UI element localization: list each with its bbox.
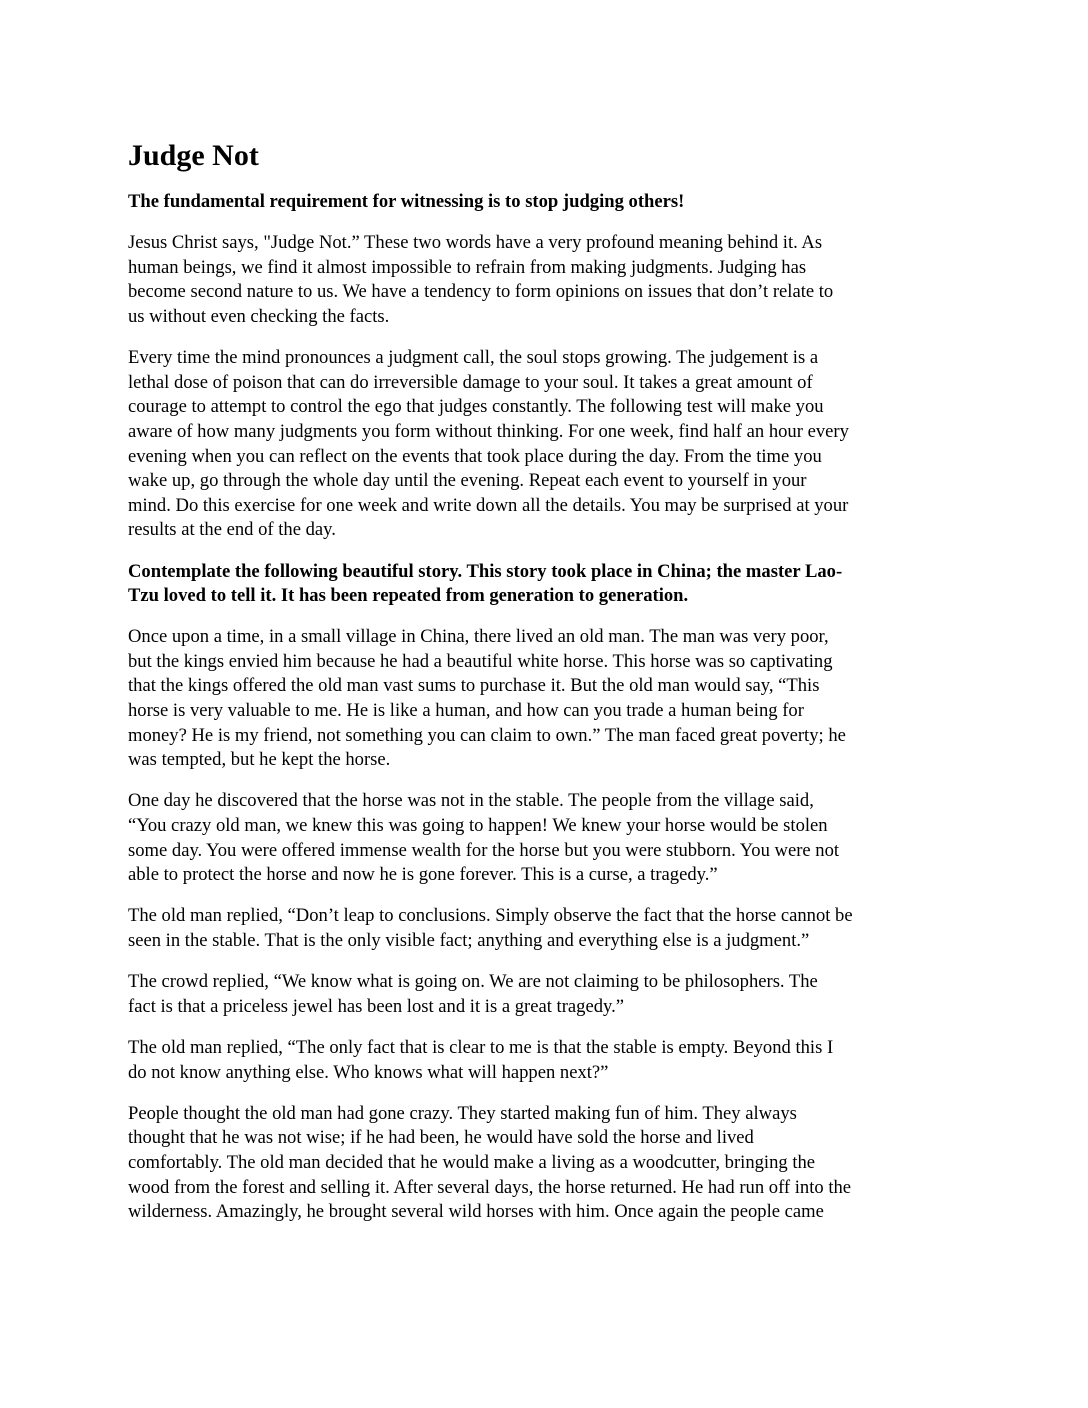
text-line: wilderness. Amazingly, he brought several wild horses with him. Once again the people came <box>128 1201 824 1223</box>
text-line: become second nature to us. We have a tendency to form opinions on issues that don’t relate to <box>128 281 834 303</box>
text-line: fact is that a priceless jewel has been lost and it is a great tragedy.” <box>128 995 624 1017</box>
text-line: horse is very valuable to me. He is like a human, and how can you trade a human being for <box>128 700 804 722</box>
paragraph <box>128 1102 964 1225</box>
text-line: The old man replied, “The only fact that is clear to me is that the stable is empty. Beyond this I <box>128 1036 834 1058</box>
text-line: One day he discovered that the horse was not in the stable. The people from the village said, <box>128 790 814 812</box>
paragraph <box>128 1036 964 1085</box>
text-line: human beings, we find it almost impossible to refrain from making judgments. Judging has <box>128 256 807 278</box>
text-line: Jesus Christ says, "Judge Not.” These two words have a very profound meaning behind it. As <box>128 232 823 254</box>
text-line: evening when you can reflect on the events that took place during the day. From the time you <box>128 445 822 467</box>
text-line: People thought the old man had gone crazy. They started making fun of him. They always <box>128 1102 797 1124</box>
text-line: thought that he was not wise; if he had been, he would have sold the horse and lived <box>128 1127 754 1149</box>
text-line: wake up, go through the whole day until the evening. Repeat each event to yourself in your <box>128 470 807 492</box>
text-line: money? He is my friend, not something you can claim to own.” The man faced great poverty; he <box>128 724 846 746</box>
paragraph <box>128 346 964 543</box>
page-content <box>128 136 964 1241</box>
text-line: but the kings envied him because he had a beautiful white horse. This horse was so captivating <box>128 650 833 672</box>
paragraph <box>128 904 964 953</box>
text-line: Contemplate the following beautiful story. This story took place in China; the master Lao- <box>128 560 843 582</box>
text-line: The fundamental requirement for witnessing is to stop judging others! <box>128 191 685 212</box>
text-line: The old man replied, “Don’t leap to conclusions. Simply observe the fact that the horse cannot be <box>128 905 853 927</box>
text-line: Every time the mind pronounces a judgment call, the soul stops growing. The judgement is a <box>128 347 819 369</box>
text-line: Tzu loved to tell it. It has been repeated from generation to generation. <box>128 585 689 607</box>
text-line: lethal dose of poison that can do irreversible damage to your soul. It takes a great amount of <box>128 371 813 393</box>
text-line: that the kings offered the old man vast sums to purchase it. But the old man would say, “This <box>128 675 820 697</box>
bold-paragraph <box>128 190 964 215</box>
paragraph <box>128 970 964 1019</box>
text-line: do not know anything else. Who knows what will happen next?” <box>128 1061 609 1083</box>
text-line: “You crazy old man, we knew this was going to happen! We knew your horse would be stolen <box>128 815 828 837</box>
text-line: The crowd replied, “We know what is going on. We are not claiming to be philosophers. The <box>128 971 818 993</box>
text-line: Once upon a time, in a small village in China, there lived an old man. The man was very poor, <box>128 626 829 648</box>
bold-paragraph <box>128 560 964 609</box>
text-line: was tempted, but he kept the horse. <box>128 749 391 771</box>
page-title: Judge Not <box>128 139 259 172</box>
paragraph <box>128 789 964 887</box>
text-line: comfortably. The old man decided that he would make a living as a woodcutter, bringing the <box>128 1151 816 1173</box>
text-line: us without even checking the facts. <box>128 305 390 327</box>
text-line: wood from the forest and selling it. After several days, the horse returned. He had run off into the <box>128 1176 852 1198</box>
text-line: seen in the stable. That is the only visible fact; anything and everything else is a judgment.” <box>128 930 810 951</box>
text-line: results at the end of the day. <box>128 519 336 541</box>
text-line: courage to attempt to control the ego that judges constantly. The following test will make you <box>128 396 824 418</box>
text-line: able to protect the horse and now he is gone forever. This is a curse, a tragedy.” <box>128 864 718 886</box>
text-line: some day. You were offered immense wealth for the horse but you were stubborn. You were not <box>128 839 840 861</box>
text-line: aware of how many judgments you form without thinking. For one week, find half an hour every <box>128 420 849 442</box>
text-line: mind. Do this exercise for one week and write down all the details. You may be surprised at your <box>128 494 849 516</box>
body-text <box>128 190 964 1225</box>
paragraph <box>128 625 964 773</box>
paragraph <box>128 231 964 329</box>
